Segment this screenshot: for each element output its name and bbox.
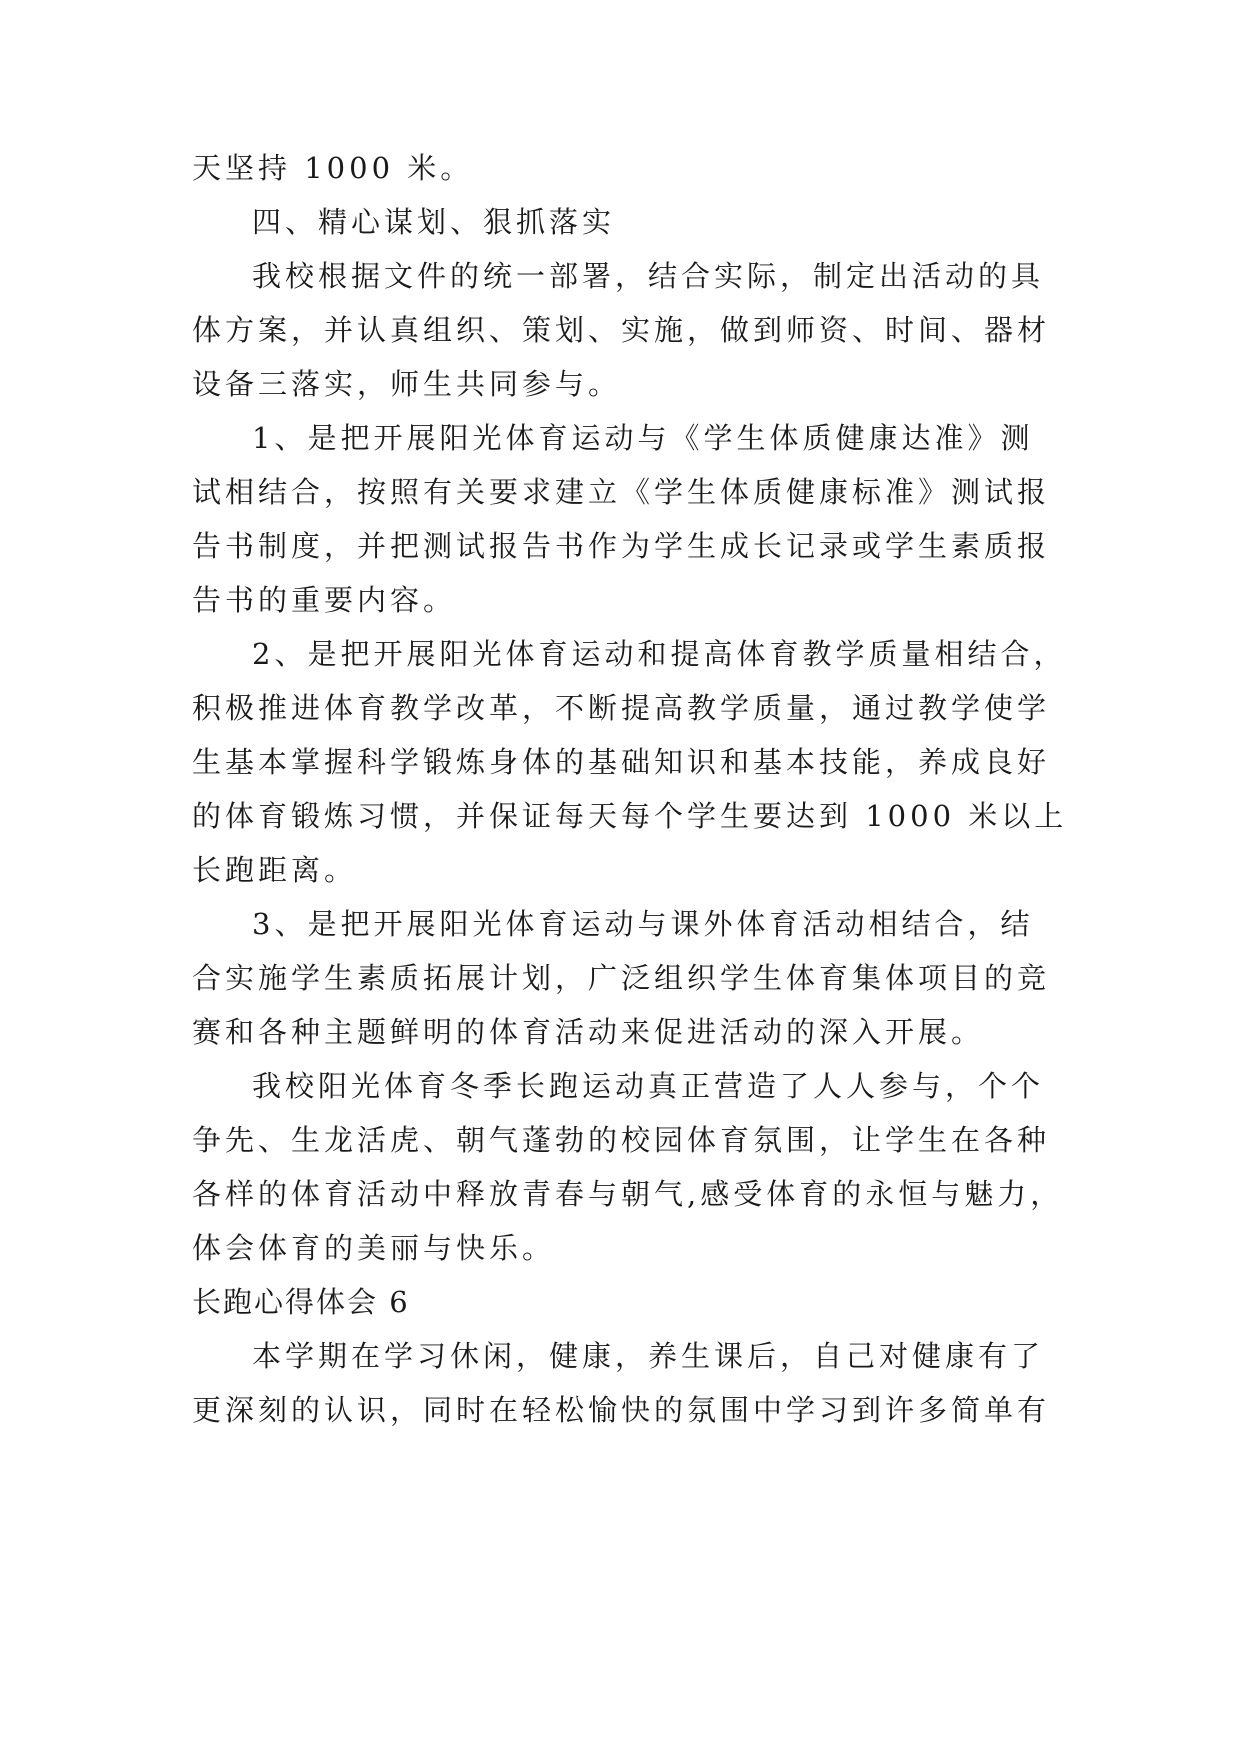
paragraph-line: 长跑距离。 bbox=[192, 853, 358, 887]
paragraph-line: 设备三落实，师生共同参与。 bbox=[192, 367, 622, 401]
paragraph-line: 各样的体育活动中释放青春与朝气,感受体育的永恒与魅力， bbox=[192, 1177, 1064, 1211]
paragraph-line: 争先、生龙活虎、朝气蓬勃的校园体育氛围，让学生在各种 bbox=[192, 1123, 1051, 1157]
paragraph-line: 我校阳光体育冬季长跑运动真正营造了人人参与，个个 bbox=[252, 1069, 1045, 1103]
paragraph-line: 体方案，并认真组织、策划、实施，做到师资、时间、器材 bbox=[192, 313, 1051, 347]
paragraph-line: 告书制度，并把测试报告书作为学生成长记录或学生素质报 bbox=[192, 529, 1051, 563]
paragraph-line: 合实施学生素质拓展计划，广泛组织学生体育集体项目的竞 bbox=[192, 961, 1051, 995]
paragraph-line: 试相结合，按照有关要求建立《学生体质健康标准》测试报 bbox=[192, 475, 1051, 509]
article-heading: 长跑心得体会 6 bbox=[192, 1285, 410, 1319]
paragraph-line: 积极推进体育教学改革，不断提高教学质量，通过教学使学 bbox=[192, 691, 1051, 725]
paragraph-line: 本学期在学习休闲，健康，养生课后，自己对健康有了 bbox=[252, 1339, 1045, 1373]
paragraph-line: 2、是把开展阳光体育运动和提高体育教学质量相结合， bbox=[252, 637, 1067, 671]
paragraph-line: 3、是把开展阳光体育运动与课外体育活动相结合，结 bbox=[252, 907, 1034, 941]
paragraph-line: 我校根据文件的统一部署，结合实际，制定出活动的具 bbox=[252, 259, 1045, 293]
paragraph-line: 天坚持 1000 米。 bbox=[192, 151, 474, 185]
paragraph-line: 体会体育的美丽与快乐。 bbox=[192, 1231, 556, 1265]
paragraph-line: 1、是把开展阳光体育运动与《学生体质健康达准》测 bbox=[252, 421, 1034, 455]
paragraph-line: 生基本掌握科学锻炼身体的基础知识和基本技能，养成良好 bbox=[192, 745, 1051, 779]
paragraph-line: 更深刻的认识，同时在轻松愉快的氛围中学习到许多简单有 bbox=[192, 1393, 1051, 1427]
paragraph-line: 的体育锻炼习惯，并保证每天每个学生要达到 1000 米以上 bbox=[192, 799, 1068, 833]
paragraph-line: 告书的重要内容。 bbox=[192, 583, 457, 617]
section-heading: 四、精心谋划、狠抓落实 bbox=[252, 205, 616, 239]
paragraph-line: 赛和各种主题鲜明的体育活动来促进活动的深入开展。 bbox=[192, 1015, 985, 1049]
